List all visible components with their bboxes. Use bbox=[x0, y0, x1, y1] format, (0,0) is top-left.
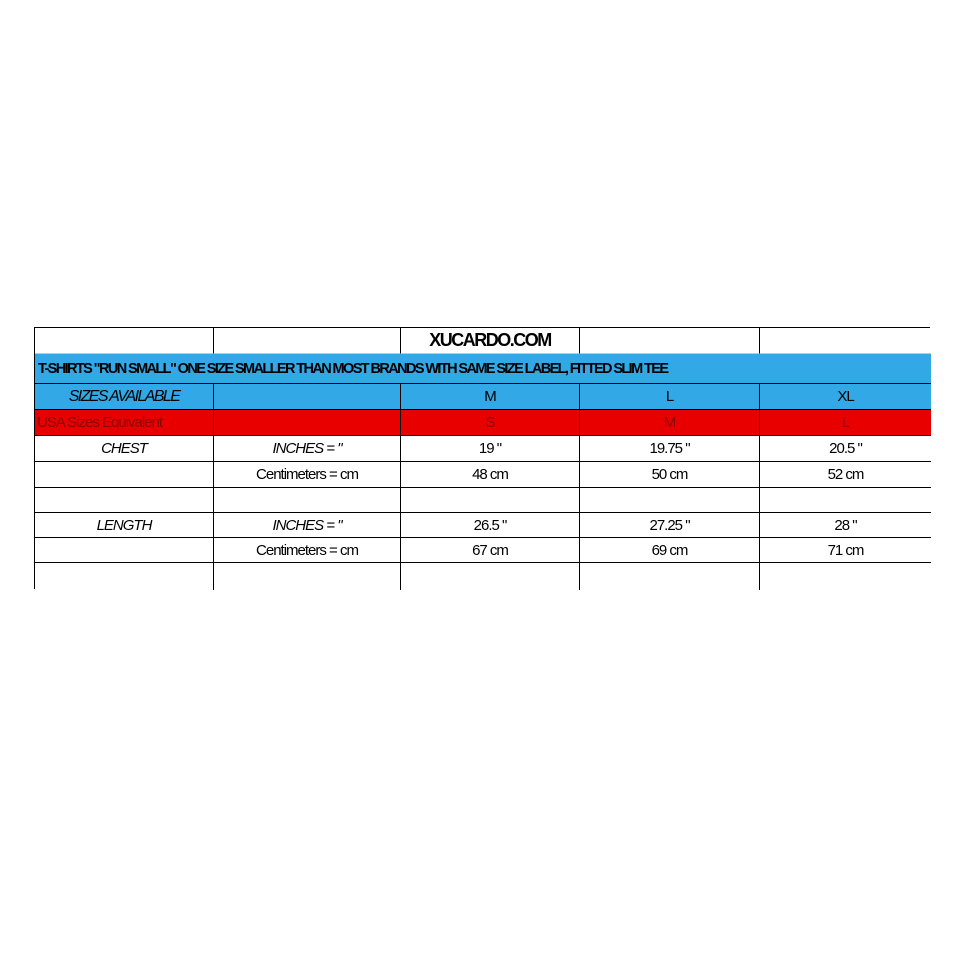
length-cm-unit: Centimeters = cm bbox=[214, 538, 401, 563]
empty-cell bbox=[35, 563, 214, 590]
brand-title: XUCARDO.COM bbox=[401, 328, 580, 354]
empty-cell bbox=[214, 410, 401, 436]
usa-size-m: M bbox=[580, 410, 760, 436]
chest-cm-l: 50 cm bbox=[580, 462, 760, 488]
chest-cm-unit: Centimeters = cm bbox=[214, 462, 401, 488]
chest-inches-l: 19.75 " bbox=[580, 436, 760, 462]
usa-size-l: L bbox=[760, 410, 931, 436]
empty-cell bbox=[35, 328, 214, 354]
empty-cell bbox=[580, 488, 760, 513]
empty-cell bbox=[580, 563, 760, 590]
empty-cell bbox=[214, 328, 401, 354]
length-inches-l: 27.25 " bbox=[580, 513, 760, 538]
empty-cell bbox=[214, 563, 401, 590]
chest-inches-unit: INCHES = " bbox=[214, 436, 401, 462]
chest-label: CHEST bbox=[35, 436, 214, 462]
chest-cm-xl: 52 cm bbox=[760, 462, 931, 488]
empty-cell bbox=[760, 488, 931, 513]
chest-inches-m: 19 " bbox=[401, 436, 580, 462]
empty-cell bbox=[214, 488, 401, 513]
usa-size-s: S bbox=[401, 410, 580, 436]
length-cm-m: 67 cm bbox=[401, 538, 580, 563]
size-xl: XL bbox=[760, 384, 931, 410]
length-cm-xl: 71 cm bbox=[760, 538, 931, 563]
empty-cell bbox=[35, 538, 214, 563]
empty-cell bbox=[580, 328, 760, 354]
size-m: M bbox=[401, 384, 580, 410]
empty-cell bbox=[214, 384, 401, 410]
empty-cell bbox=[401, 563, 580, 590]
empty-cell bbox=[401, 488, 580, 513]
empty-cell bbox=[760, 563, 931, 590]
length-cm-l: 69 cm bbox=[580, 538, 760, 563]
length-inches-xl: 28 " bbox=[760, 513, 931, 538]
empty-cell bbox=[35, 462, 214, 488]
empty-cell bbox=[35, 488, 214, 513]
chest-cm-m: 48 cm bbox=[401, 462, 580, 488]
empty-cell bbox=[760, 328, 931, 354]
size-chart-table bbox=[34, 327, 930, 589]
length-inches-m: 26.5 " bbox=[401, 513, 580, 538]
length-inches-unit: INCHES = " bbox=[214, 513, 401, 538]
usa-equivalent-label: USA Sizes Equivalent bbox=[35, 410, 214, 436]
fit-notice-banner: T-SHIRTS "RUN SMALL" ONE SIZE SMALLER THAN MOST BRANDS WITH SAME SIZE LABEL, FITTED SLIM TEE bbox=[35, 354, 931, 384]
size-l: L bbox=[580, 384, 760, 410]
chest-inches-xl: 20.5 " bbox=[760, 436, 931, 462]
sizes-available-label: SIZES AVAILABLE bbox=[35, 384, 214, 410]
length-label: LENGTH bbox=[35, 513, 214, 538]
